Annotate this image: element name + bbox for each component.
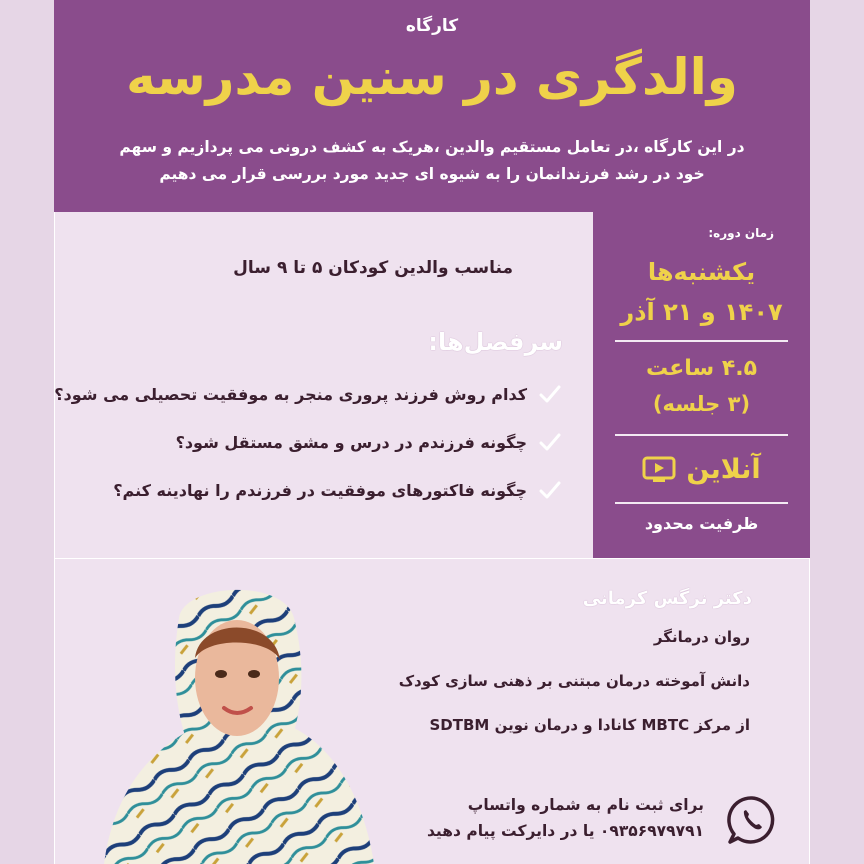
instructor-line: دانش آموخته درمان مبتنی بر ذهنی سازی کودک [398,672,750,690]
header-banner [54,0,810,212]
instructor-line: از مرکز MBTC کانادا و درمان نوین SDTBM [429,716,750,734]
intro-line-2: خود در رشد فرزندانمان را به شیوه ای جدید مورد بررسی قرار می دهیم [159,165,705,183]
checkmark-icon [539,480,561,500]
instructor-name: دکتر نرگس کرمانی [582,588,752,609]
checkmark-icon [539,384,561,404]
content-panel [54,212,593,558]
schedule-divider [615,340,788,342]
instructor-line: روان درمانگر [653,628,750,646]
divider-mid [54,558,810,559]
topics-title: سرفصل‌ها: [428,328,563,356]
poster-title: والدگری در سنین مدرسه [126,48,738,106]
topic-text: چگونه فاکتورهای موفقیت در فرزندم را نهادینه کنم؟ [113,480,527,500]
intro-text [94,134,770,188]
topic-item [176,428,561,456]
schedule-hours: ۴.۵ ساعت [645,356,758,381]
intro-line-1: در این کارگاه ،در تعامل مستقیم والدین ،هریک به کشف درونی می پردازیم و سهم [119,138,745,156]
mode-label: آنلاین [686,453,761,485]
topic-item [54,380,561,408]
topic-item [113,476,561,504]
footer-line-2[interactable]: ۰۹۳۵۶۹۷۹۷۹۱ یا در دایرکت پیام دهید [426,822,704,840]
footer-line-1: برای ثبت نام به شماره واتساپ [467,796,704,814]
schedule-mode [593,452,810,486]
checkmark-icon [539,432,561,452]
schedule-label: زمان دوره: [708,226,774,240]
schedule-days: یکشنبه‌ها [647,258,756,286]
schedule-panel [593,212,810,558]
topic-text: چگونه فرزندم در درس و مشق مستقل شود؟ [175,432,527,452]
registration-footer [380,790,796,850]
whatsapp-icon[interactable] [726,794,778,846]
schedule-divider [615,434,788,436]
instructor-photo [84,578,388,864]
schedule-divider [615,502,788,504]
schedule-dates: ۱۴۰۷ و ۲۱ آذر [620,298,783,326]
workshop-kicker: کارگاه [405,16,459,36]
audience-text: مناسب والدین کودکان ۵ تا ۹ سال [233,258,513,278]
schedule-sessions: (۳ جلسه) [652,392,751,416]
video-screen-icon [642,455,676,483]
schedule-capacity: ظرفیت محدود [644,514,759,533]
topic-text: کدام روش فرزند پروری منجر به موفقیت تحصیلی می شود؟ [54,384,527,404]
